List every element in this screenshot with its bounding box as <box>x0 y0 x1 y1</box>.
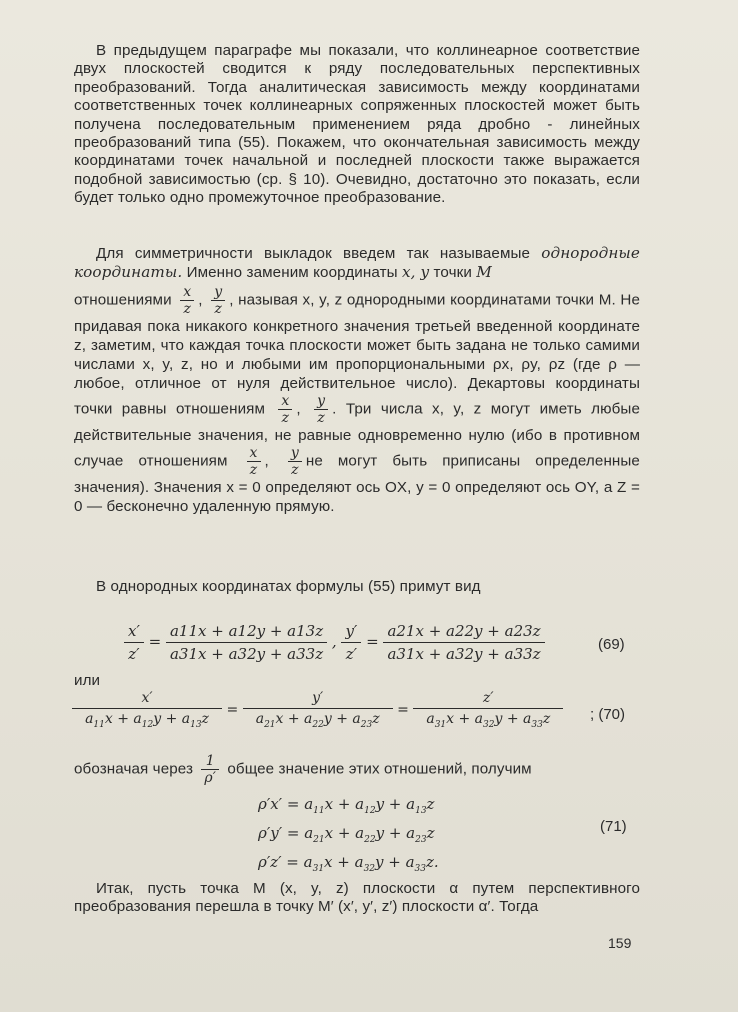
paragraph-1: В предыдущем параграфе мы показали, что коллинеарное соответствие двух плоскостей сводится к ряду последовательных перспективных преобразований. Тогда аналитическая зависимость между координатами соответственных точек коллинеарных сопряженных плоскостей может быть получена последовательным применением ряда дробно - линейных преобразований типа (55). Покажем, что окончательная зависимость между координатами точек начальной и последней плоскости также выражается подобной зависимостью (ср. § 10). Очевидно, достаточно это показать, если будет только одно промежуточное преобразование. <box>74 42 640 207</box>
paragraph-2-body: отношениями $\frac{x}{z}$ , $\frac{y}{z}$ , называя x, y, z однородными координатами точки M. Не придавая пока никакого конкретного значения третьей введенной координате z, заметим, что каждая точка плоскости может быть задана не только самими числами x, y, z, но и любыми им пропорциональными ρx, ρy, ρz (где ρ — любое, отличное от нуля действительное число). Декартовы координаты точки равны отношениям $\frac{x}{z}$ , $\frac{y}{z}$ . Три числа x, y, z могут иметь любые действительные значения, не равные одновременно нулю (ибо в противном случае отношениям $\frac{x}{z}$ , $\frac{y}{z}$ не могут быть приписаны определенные значения). Значения x = 0 определяют ось OX, y = 0 определяют ось OY, а Z = 0 — бесконечно удаленную прямую. <box>74 284 640 515</box>
equation-70: $\frac{x'}{a_{11}x + a_{12}y + a_{13}z}$ = $\frac{y'}{a_{21}x + a_{22}y + a_{23}z}$ = $\frac{z'}{a_{31}x + a_{32}y + a_{33}z}$ <box>72 690 563 730</box>
fraction-one-over-rho: $\frac{1}{\rho'}$ <box>201 753 219 786</box>
equation-number-70: ; (70) <box>590 706 626 723</box>
paragraph-2-start: Для симметричности выкладок введем так называемые однородные координаты. Именно заменим координаты x, y точки M <box>74 244 640 282</box>
equation-69: $\frac{x'}{z'}$ = $\frac{a11x + a12y + a13z}{a31x + a32y + a33z}$ , $\frac{y'}{z'}$ = $\frac{a21x + a22y + a23z}{a31x + a32y + a33z}$ <box>124 622 545 663</box>
paragraph-4: Итак, пусть точка M (x, y, z) плоскости α путем перспективного преобразования перешла в точку M′ (x′, y′, z′) плоскости α′. Тогда <box>74 880 640 916</box>
fraction-y-over-z: $\frac{y}{z}$ <box>211 284 225 317</box>
equation-number-69: (69) <box>598 636 625 653</box>
fraction-x-over-z: $\frac{x}{z}$ <box>180 284 194 317</box>
equation-number-71: (71) <box>600 818 627 835</box>
paragraph-3: В однородных координатах формулы (55) примут вид <box>96 578 481 595</box>
fraction-y-over-z-3: $\frac{y}{z}$ <box>288 445 302 478</box>
fraction-y-over-z-2: $\frac{y}{z}$ <box>314 393 328 426</box>
fraction-x-over-z-3: $\frac{x}{z}$ <box>247 445 261 478</box>
equation-71: $\rho'x' = a_{11}x + a_{12}y + a_{13}z$ $\rho'y' = a_{21}x + a_{22}y + a_{23}z$ $\rho'z' = a_{31}x + a_{32}y + a_{33}z$. <box>258 795 439 874</box>
fraction-x-over-z-2: $\frac{x}{z}$ <box>278 393 292 426</box>
or-label: или <box>74 672 101 689</box>
page-number: 159 <box>608 935 632 951</box>
rho-sentence: обозначая через $\frac{1}{\rho'}$ общее значение этих отношений, получим <box>74 753 532 786</box>
term-homogeneous: однородные координаты. <box>74 244 640 282</box>
